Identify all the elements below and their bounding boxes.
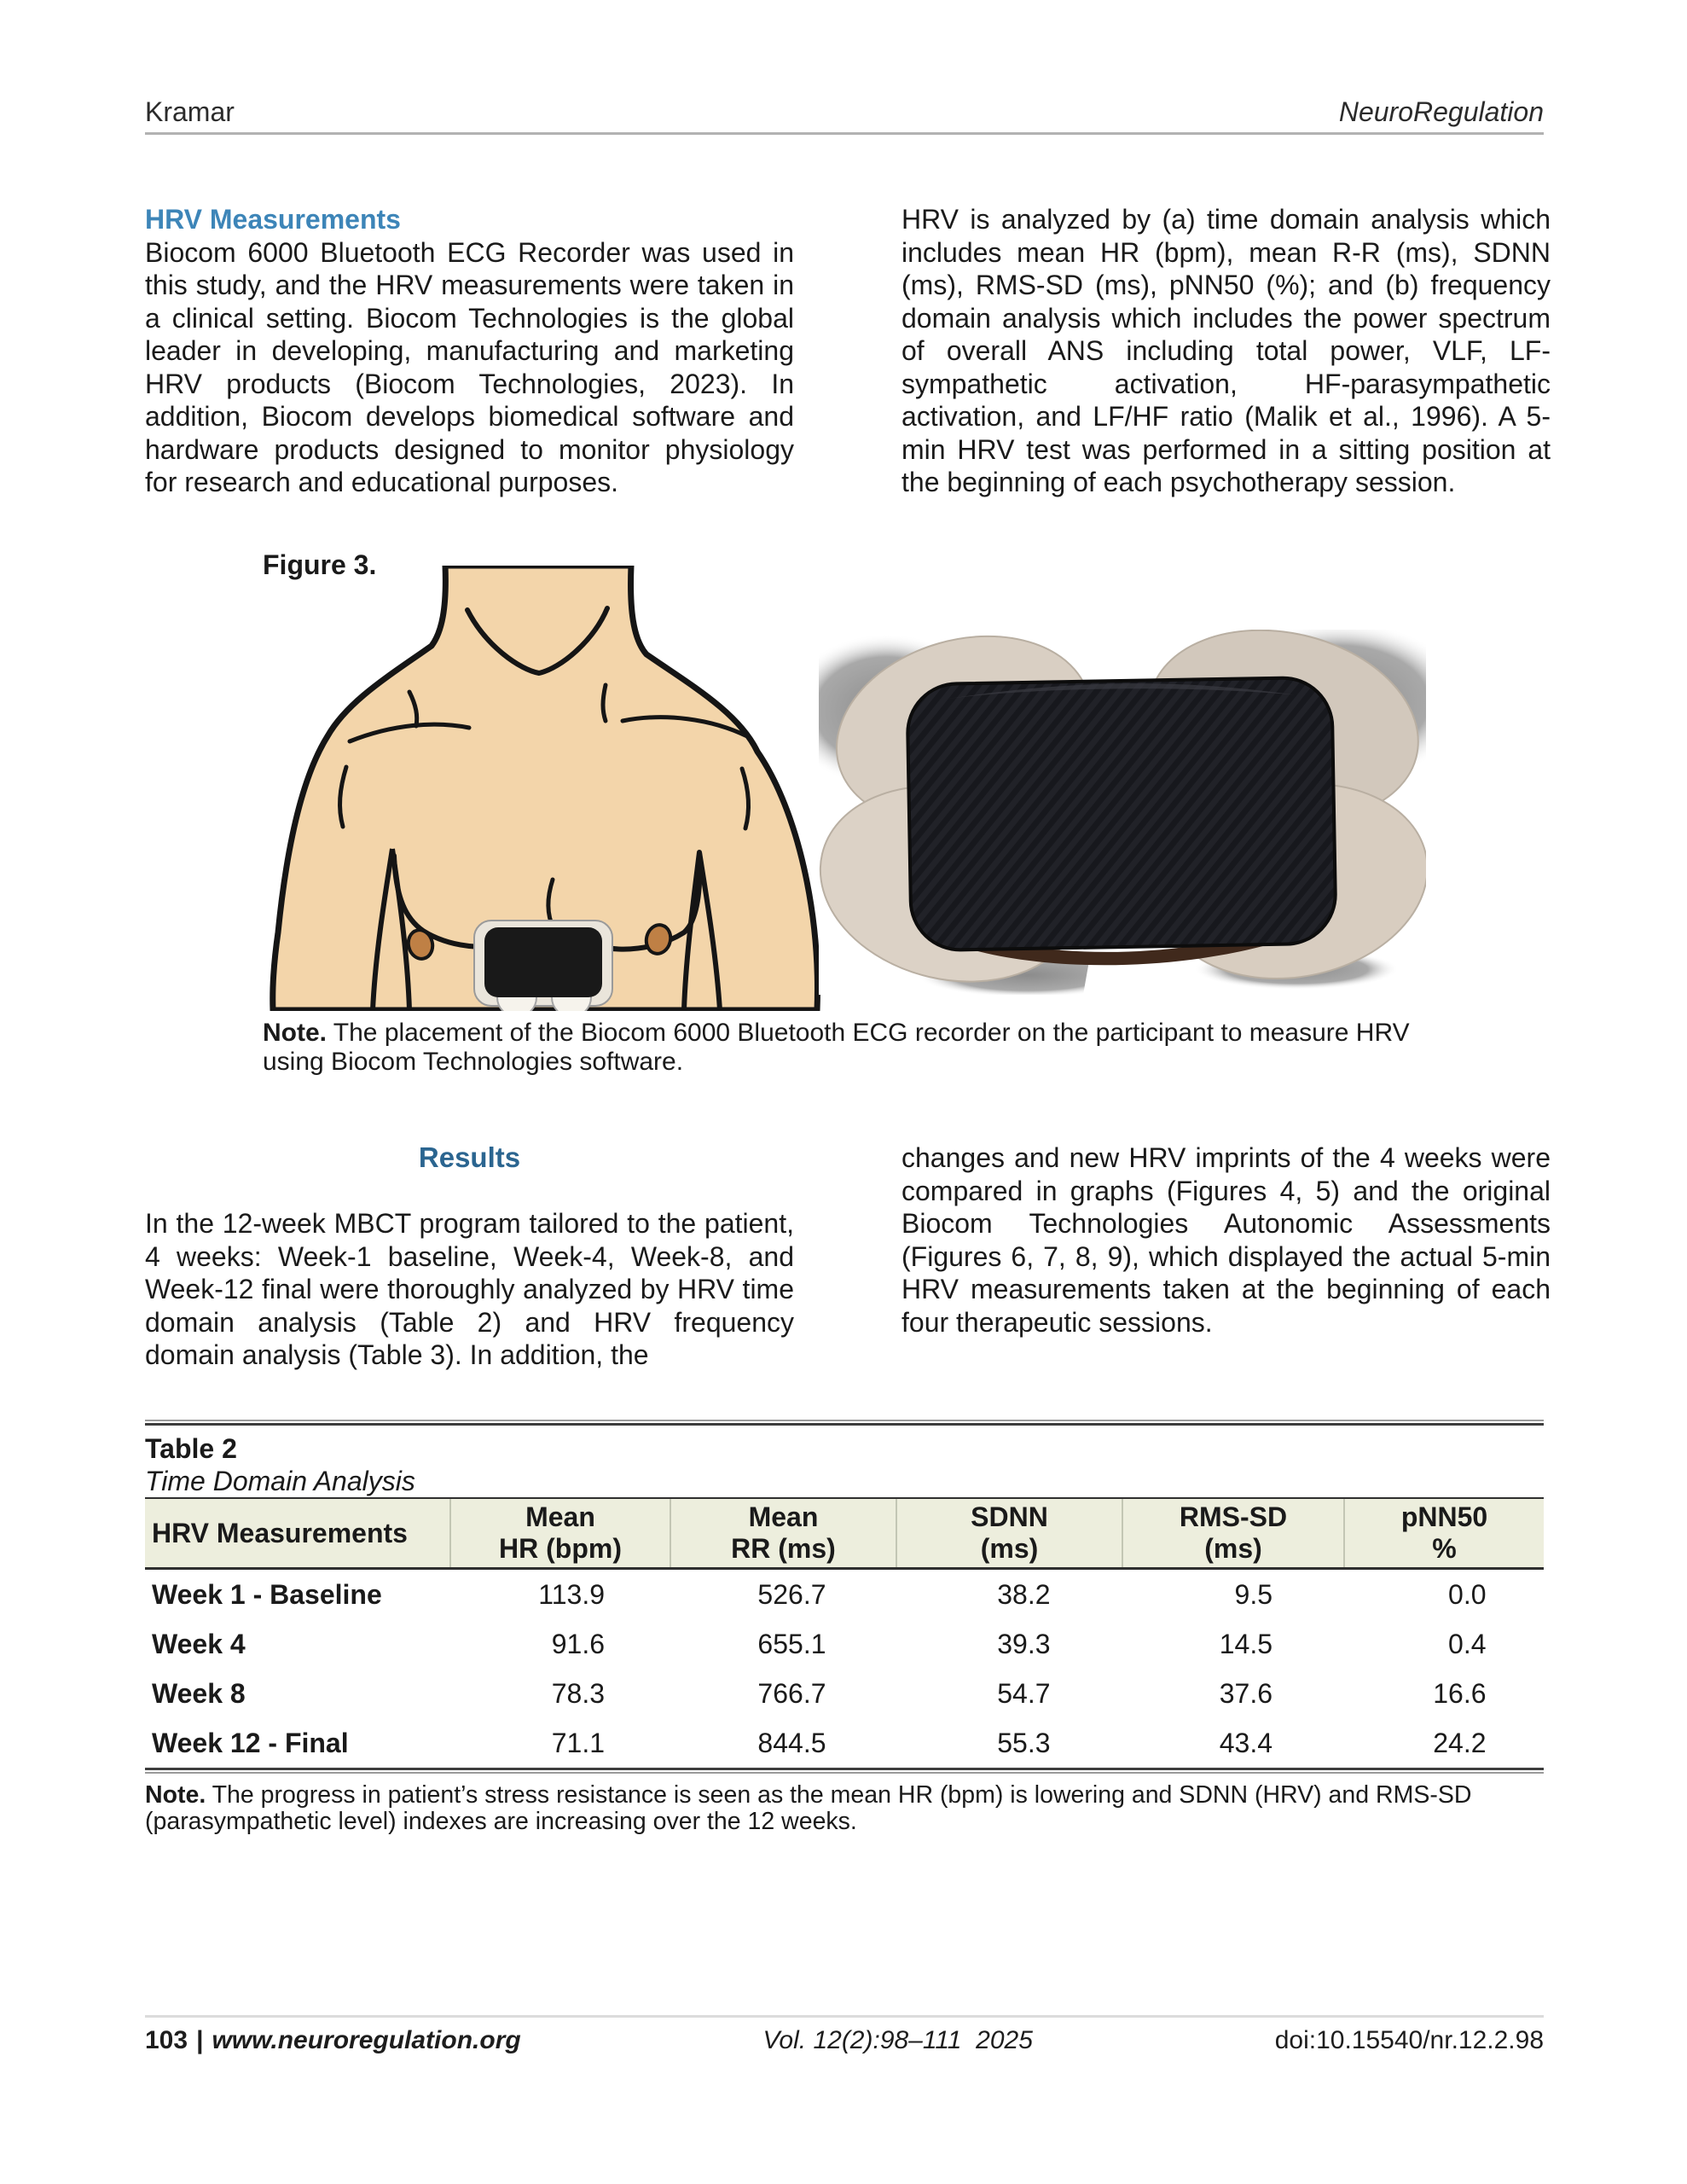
table2-block (145, 1420, 1544, 1835)
header-line2: RR (ms) (731, 1533, 836, 1564)
torso-drawing (264, 566, 823, 1011)
cell-mean-hr (449, 1579, 668, 1611)
section-hrv-measurements (145, 203, 1551, 499)
cell-mean-rr (668, 1579, 892, 1611)
cell-value: 38.2 (997, 1578, 1051, 1610)
cell-value: 0.0 (1448, 1578, 1487, 1610)
cell-rms-sd (1116, 1678, 1336, 1710)
cell-value: 54.7 (997, 1677, 1051, 1709)
cell-value: 0.4 (1448, 1628, 1487, 1659)
page-number: 103 (145, 2026, 188, 2054)
footer-separator: | (196, 2026, 204, 2054)
page-header (145, 96, 1544, 128)
cell-sdnn (892, 1678, 1116, 1710)
header-line1: Mean (748, 1502, 819, 1532)
cell-value: 844.5 (757, 1727, 826, 1758)
cell-mean-rr (668, 1629, 892, 1660)
table2-note (145, 1782, 1544, 1835)
cell-value: 71.1 (551, 1727, 605, 1758)
table2-header-rms-sd (1122, 1499, 1343, 1567)
cell-mean-rr (668, 1728, 892, 1759)
row-label: Week 8 (152, 1677, 246, 1709)
cell-rms-sd (1116, 1629, 1336, 1660)
cell-value: 526.7 (757, 1578, 826, 1610)
section-results (145, 1141, 1551, 1372)
table2-header-mean-rr (670, 1499, 896, 1567)
header-line2: (ms) (980, 1533, 1039, 1564)
cell-value: 655.1 (757, 1628, 826, 1659)
table2-title: Time Domain Analysis (145, 1466, 415, 1496)
table2-note-label: Note. (145, 1781, 206, 1809)
table-row (145, 1669, 1544, 1718)
header-line1: Mean (525, 1502, 595, 1532)
results-right-paragraph: changes and new HRV imprints of the 4 weeks were compared in graphs (Figures 4, 5) and the original Biocom Technologies Autonomic Assessments (Figures 6, 7, 8, 9), which displayed the actual 5-min HRV measurements taken at the beginning of each four therapeutic sessions. (901, 1142, 1551, 1338)
right-column (901, 203, 1551, 499)
cell-mean-hr (449, 1629, 668, 1660)
cell-value: 39.3 (997, 1628, 1051, 1659)
cell-sdnn (892, 1579, 1116, 1611)
table2-header-mean-hr (449, 1499, 670, 1567)
table2-bottom-rule (145, 1768, 1544, 1774)
recorder-body (907, 677, 1336, 951)
figure3-note (263, 1019, 1433, 1077)
cell-pnn50 (1336, 1629, 1544, 1660)
table-row (145, 1619, 1544, 1669)
table2-note-text: The progress in patient’s stress resistance is seen as the mean HR (bpm) is lowering and SDNN (HRV) and RMS-SD (parasympathetic level) indexes are increasing over the 12 weeks. (145, 1781, 1472, 1835)
cell-value: 37.6 (1219, 1677, 1272, 1709)
right-neck-tick (603, 685, 606, 721)
journal-url-link[interactable]: www.neuroregulation.org (212, 2026, 521, 2054)
results-heading: Results (418, 1141, 521, 1173)
table-row (145, 1570, 1544, 1619)
header-rule (145, 132, 1544, 135)
chest-recorder-device (484, 927, 602, 997)
cell-value: 55.3 (997, 1727, 1051, 1758)
header-line1: SDNN (971, 1502, 1048, 1532)
header-line2: HR (bpm) (499, 1533, 622, 1564)
cell-value: 24.2 (1433, 1727, 1487, 1758)
left-column (145, 203, 794, 499)
footer-rule (145, 2015, 1544, 2018)
hrv-right-paragraph: HRV is analyzed by (a) time domain analysis which includes mean HR (bpm), mean R-R (ms), SDNN (ms), RMS-SD (ms), pNN50 (%); and (b) frequency domain analysis which includes the power spectrum of overall ANS including total power, VLF, LF-sympathetic activation, HF-parasympathetic activation, and LF/HF ratio (Malik et al., 1996). A 5-min HRV test was performed in a sitting position at the beginning of each psychotherapy session. (901, 204, 1551, 497)
cell-value: 766.7 (757, 1677, 826, 1709)
cell-pnn50 (1336, 1728, 1544, 1759)
figure3-note-text: The placement of the Biocom 6000 Bluetooth ECG recorder on the participant to measure HRV using Biocom Technologies software. (263, 1019, 1410, 1076)
running-head-journal: NeuroRegulation (1338, 96, 1544, 127)
cell-value: 14.5 (1219, 1628, 1272, 1659)
table2-header-measurements: HRV Measurements (152, 1517, 408, 1548)
doi-link[interactable]: doi:10.15540/nr.12.2.98 (1274, 2026, 1544, 2054)
cell-mean-hr (449, 1678, 668, 1710)
header-line1: RMS-SD (1179, 1502, 1288, 1532)
cell-value: 91.6 (551, 1628, 605, 1659)
cell-value: 78.3 (551, 1677, 605, 1709)
cell-sdnn (892, 1629, 1116, 1660)
hrv-left-paragraph: Biocom 6000 Bluetooth ECG Recorder was used in this study, and the HRV measurements were taken in a clinical setting. Biocom Technologies is the global leader in developing, manufacturing and marketing HRV products (Biocom Technologies, 2023). In addition, Biocom develops biomedical software and hardware products designed to monitor physiology for research and educational purposes. (145, 236, 794, 497)
header-line2: % (1432, 1533, 1457, 1564)
cell-rms-sd (1116, 1579, 1336, 1611)
row-label: Week 1 - Baseline (152, 1578, 382, 1610)
table2-top-rule (145, 1420, 1544, 1426)
figure3-device-photo (819, 630, 1426, 995)
cell-value: 16.6 (1433, 1677, 1487, 1709)
table-row (145, 1718, 1544, 1768)
cell-value: 9.5 (1234, 1578, 1272, 1610)
table2-label: Table 2 (145, 1433, 237, 1464)
ecg-recorder-photo (819, 630, 1426, 995)
table2-header-sdnn (896, 1499, 1122, 1567)
cell-pnn50 (1336, 1678, 1544, 1710)
page-footer (145, 2025, 1544, 2056)
cell-value: 43.4 (1219, 1727, 1272, 1758)
footer-left (145, 2025, 521, 2056)
row-label: Week 4 (152, 1628, 246, 1659)
header-line1: pNN50 (1400, 1502, 1488, 1532)
header-line2: (ms) (1204, 1533, 1262, 1564)
cell-sdnn (892, 1728, 1116, 1759)
cell-value: 113.9 (538, 1578, 605, 1610)
left-column (145, 1141, 794, 1372)
right-column (901, 1141, 1551, 1372)
table2-header-pnn50 (1343, 1499, 1544, 1567)
cell-rms-sd (1116, 1728, 1336, 1759)
volume-info: Vol. 12(2):98–111 2025 (762, 2026, 1033, 2054)
figure3-label: Figure 3. (263, 549, 377, 580)
figure3-torso-illustration (264, 566, 823, 1011)
hrv-measurements-heading: HRV Measurements (145, 204, 401, 235)
running-head-author: Kramar (145, 96, 235, 127)
figure3-note-label: Note. (263, 1019, 327, 1047)
row-label: Week 12 - Final (152, 1727, 349, 1758)
cell-pnn50 (1336, 1579, 1544, 1611)
results-left-paragraph: In the 12-week MBCT program tailored to the patient, 4 weeks: Week-1 baseline, Week-4, Week-8, and Week-12 final were thoroughly analyzed by HRV time domain analysis (Table 2) and HRV frequency domain analysis (Table 3). In addition, the (145, 1208, 794, 1370)
cell-mean-hr (449, 1728, 668, 1759)
cell-mean-rr (668, 1678, 892, 1710)
table2-header-row (145, 1497, 1544, 1570)
